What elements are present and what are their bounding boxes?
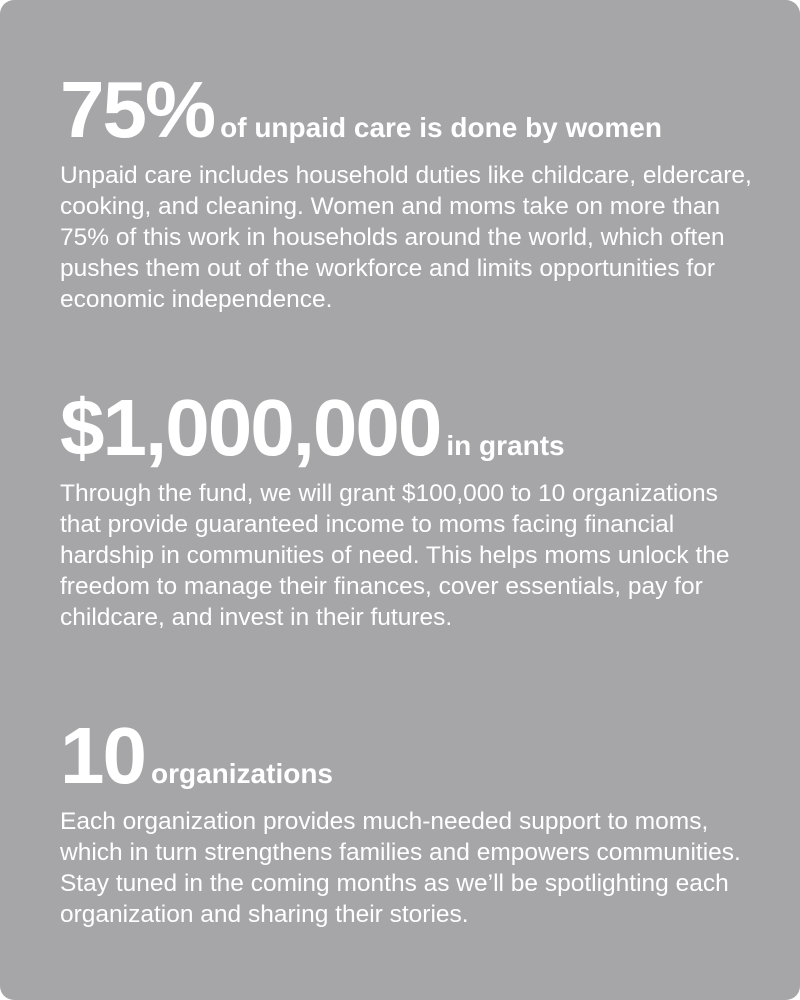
stat-headline — [60, 383, 760, 472]
stat-figure: $1,000,000 — [60, 383, 441, 472]
stat-figure: 75% — [60, 65, 215, 154]
stat-label: in grants — [446, 430, 565, 461]
stat-grants — [60, 383, 760, 633]
stat-headline — [60, 711, 760, 800]
stat-description: Unpaid care includes household duties like childcare, eldercare, cooking, and cleaning. Women and moms take on more than 75% of this work in households around the world, which often pushes them out of the workforce and limits opportunities for economic independence. — [60, 162, 752, 313]
stat-unpaid-care — [60, 65, 760, 315]
stat-label: organizations — [150, 758, 333, 789]
stat-description: Through the fund, we will grant $100,000 to 10 organizations that provide guaranteed income to moms facing financial hardship in communities of need. This helps moms unlock the freedom to manage their finances, cover essentials, pay for childcare, and invest in their futures. — [60, 480, 730, 631]
stat-organizations — [60, 711, 760, 930]
stat-label: of unpaid care is done by women — [220, 112, 662, 143]
stat-headline — [60, 65, 760, 154]
stat-figure: 10 — [60, 711, 145, 800]
stat-description: Each organization provides much-needed support to moms, which in turn strengthens families and empowers communities. Stay tuned in the coming months as we’ll be spotlighting each organization and sharing their stories. — [60, 808, 741, 928]
